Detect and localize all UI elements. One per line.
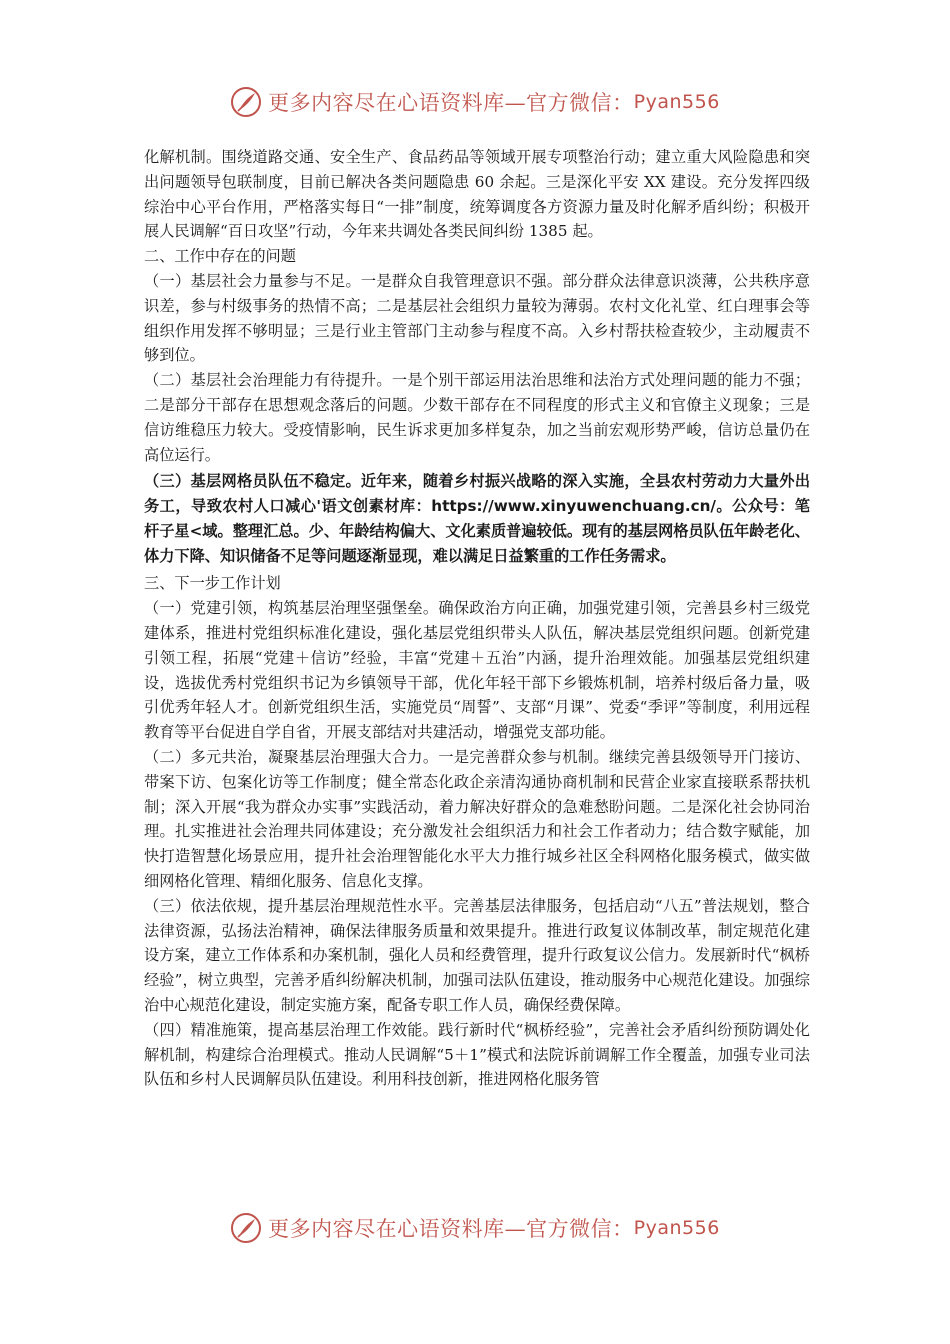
paragraph: 化解机制。围绕道路交通、安全生产、食品药品等领域开展专项整治行动；建立重大风险隐患和突出问题领导包联制度，目前已解决各类问题隐患 60 余起。三是深化平安 XX 建设。充分发挥四级综治中心平台作用，严格落实每日“一排”制度，统筹调度各方资源力量及时化解矛盾纠纷；积极开展人民调解“百日攻坚”行动，今年来共调处各类民间纠纷 1385 起。 (144, 148, 810, 241)
paragraph: （三）依法依规，提升基层治理规范性水平。完善基层法律服务，包括启动“八五”普法规划，整合法律资源，弘扬法治精神，确保法律服务质量和效果提升。推进行政复议体制改革，制定规范化建设方案，建立工作体系和办案机制，强化人员和经费管理，提升行政复议公信力。发展新时代“枫桥经验”，树立典型，完善矛盾纠纷解决机制，加强司法队伍建设，推动服务中心规范化建设。加强综治中心规范化建设，制定实施方案，配备专职工作人员，确保经费保障。 (144, 896, 810, 1014)
banner-text: 更多内容尽在心语资料库—官方微信： (268, 91, 634, 115)
paragraph: （二）基层社会治理能力有待提升。一是个别干部运用法治思维和法治方式处理问题的能力不强；二是部分干部存在思想观念落后的问题。少数干部存在不同程度的形式主义和官僚主义现象；三是信访维稳压力较大。受疫情影响，民生诉求更加多样复杂，加之当前宏观形势严峻，信访总量仍在高位运行。 (144, 371, 810, 464)
banner-wechat-id: Pyan556 (633, 91, 720, 113)
document-body (144, 145, 810, 1092)
feather-pen-icon (230, 1212, 262, 1244)
section-heading: 三、下一步工作计划 (144, 574, 281, 593)
paragraph: （二）多元共治，凝聚基层治理强大合力。一是完善群众参与机制。继续完善县级领导开门接访、带案下访、包案化访等工作制度；健全常态化政企亲清沟通协商机制和民营企业家直接联系帮扶机制；深入开展“我为群众办实事”实践活动，着力解决好群众的急难愁盼问题。二是深化社会协同治理。扎实推进社会治理共同体建设；充分激发社会组织活力和社会工作者动力；结合数字赋能，加快打造智慧化场景应用，提升社会治理智能化水平大力推行城乡社区全科网格化服务模式，做实做细网格化管理、精细化服务、信息化支撑。 (144, 747, 810, 890)
banner-wechat-id: Pyan556 (633, 1217, 720, 1239)
paragraph: （四）精准施策，提高基层治理工作效能。践行新时代“枫桥经验”，完善社会矛盾纠纷预防调处化解机制，构建综合治理模式。推动人民调解“5＋1”模式和法院诉前调解工作全覆盖，加强专业司法队伍和乡村人民调解员队伍建设。利用科技创新，推进网格化服务管 (144, 1020, 810, 1089)
banner-text: 更多内容尽在心语资料库—官方微信： (268, 1217, 634, 1241)
header-banner (0, 82, 950, 122)
section-heading: 二、工作中存在的问题 (144, 247, 296, 266)
footer-banner (0, 1208, 950, 1248)
feather-pen-icon (230, 86, 262, 118)
paragraph: （一）党建引领，构筑基层治理坚强堡垒。确保政治方向正确，加强党建引领，完善县乡村三级党建体系，推进村党组织标准化建设，强化基层党组织带头人队伍，解决基层党组织问题。创新党建引领工程，拓展“党建＋信访”经验，丰富“党建＋五治”内涵，提升治理效能。加强基层党组织建设，选拔优秀村党组织书记为乡镇领导干部，优化年轻干部下乡锻炼机制，培养村级后备力量，吸引优秀年轻人才。创新党组织生活，实施党员“周誓”、支部“月课”、党委“季评”等制度，利用远程教育等平台促进自学自省，开展支部结对共建活动，增强党支部功能。 (144, 599, 810, 742)
paragraph: （一）基层社会力量参与不足。一是群众自我管理意识不强。部分群众法律意识淡薄，公共秩序意识差，参与村级事务的热情不高；二是基层社会组织力量较为薄弱。农村文化礼堂、红白理事会等组织作用发挥不够明显；三是行业主管部门主动参与程度不高。入乡村帮扶检查较少，主动履责不够到位。 (144, 271, 810, 365)
paragraph-bold: （三）基层网格员队伍不稳定。近年来，随着乡村振兴战略的深入实施，全县农村劳动力大量外出务工，导致农村人口减心'语文创素材库：https://www.xinyuwenchuang.cn/。公众号：笔杆子星<域。整理汇总。少、年龄结构偏大、文化素质普遍较低。现有的基层网格员队伍年龄老化、体力下降、知识储备不足等问题逐渐显现，难以满足日益繁重的工作任务需求。 (144, 472, 810, 566)
